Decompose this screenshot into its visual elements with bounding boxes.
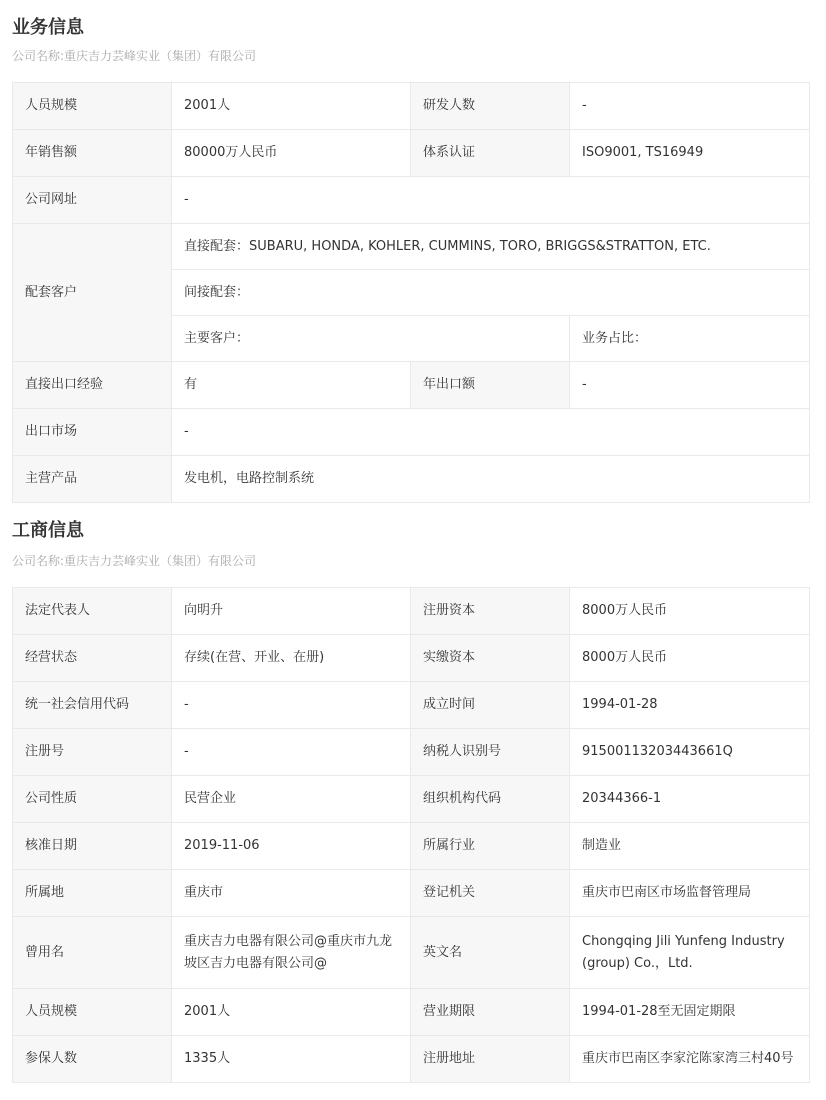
main-products-label: 主营产品: [13, 456, 172, 503]
field-value: 1335人: [172, 1036, 411, 1083]
field-label: 营业期限: [411, 989, 570, 1036]
table-row: [13, 224, 810, 270]
website-value: -: [172, 177, 810, 224]
field-label: 法定代表人: [13, 588, 172, 635]
cert-value: ISO9001, TS16949: [570, 130, 810, 177]
field-label: 公司性质: [13, 776, 172, 823]
export-market-value: -: [172, 409, 810, 456]
customers-label: 配套客户: [13, 224, 172, 362]
rd-value: -: [570, 83, 810, 130]
registry-company-name: 公司名称:重庆吉力芸峰实业（集团）有限公司: [12, 554, 257, 568]
field-value: 重庆吉力电器有限公司@重庆市九龙坡区吉力电器有限公司@: [172, 917, 411, 989]
export-market-label: 出口市场: [13, 409, 172, 456]
field-value: 8000万人民币: [570, 588, 810, 635]
sales-value: 80000万人民币: [172, 130, 411, 177]
table-row: [13, 682, 810, 729]
field-value: 存续(在营、开业、在册): [172, 635, 411, 682]
table-row: [13, 1036, 810, 1083]
field-label: 统一社会信用代码: [13, 682, 172, 729]
field-label: 实缴资本: [411, 635, 570, 682]
field-label: 成立时间: [411, 682, 570, 729]
field-value: 向明升: [172, 588, 411, 635]
cert-label: 体系认证: [411, 130, 570, 177]
table-row: [13, 917, 810, 989]
field-value: Chongqing Jili Yunfeng Industry(group) Co.，Ltd.: [570, 917, 810, 989]
table-row: [13, 729, 810, 776]
field-label: 所属行业: [411, 823, 570, 870]
business-info-table: [12, 82, 810, 503]
business-company-name: 公司名称:重庆吉力芸峰实业（集团）有限公司: [12, 49, 257, 63]
field-value: 20344366-1: [570, 776, 810, 823]
business-share-label: 业务占比 ：: [582, 331, 647, 346]
main-customers: [172, 316, 570, 362]
field-value: 民营企业: [172, 776, 411, 823]
staff-label: 人员规模: [13, 83, 172, 130]
field-label: 所属地: [13, 870, 172, 917]
rd-label: 研发人数: [411, 83, 570, 130]
field-label: 注册地址: [411, 1036, 570, 1083]
registry-info-table: [12, 587, 810, 1083]
field-value: 2019-11-06: [172, 823, 411, 870]
table-row: [13, 83, 810, 130]
table-row: [13, 362, 810, 409]
table-row: [13, 130, 810, 177]
export-amount-value: -: [570, 362, 810, 409]
business-share: [570, 316, 810, 362]
direct-value: SUBARU, HONDA, KOHLER, CUMMINS, TORO, BRIGGS&STRATTON, ETC.: [249, 238, 711, 254]
main-customers-label: 主要客户 ：: [184, 331, 249, 346]
field-value: 1994-01-28至无固定期限: [570, 989, 810, 1036]
sales-label: 年销售额: [13, 130, 172, 177]
field-value: -: [172, 682, 411, 729]
field-value: 重庆市巴南区李家沱陈家湾三村40号: [570, 1036, 810, 1083]
field-label: 组织机构代码: [411, 776, 570, 823]
export-exp-label: 直接出口经验: [13, 362, 172, 409]
export-exp-value: 有: [172, 362, 411, 409]
field-label: 纳税人识别号: [411, 729, 570, 776]
field-value: 8000万人民币: [570, 635, 810, 682]
field-value: 制造业: [570, 823, 810, 870]
table-row: [13, 823, 810, 870]
table-row: [13, 870, 810, 917]
registry-info-title: 工商信息: [12, 520, 84, 541]
field-label: 曾用名: [13, 917, 172, 989]
indirect-customers: [172, 270, 810, 316]
staff-value: 2001人: [172, 83, 411, 130]
field-label: 注册资本: [411, 588, 570, 635]
table-row: [13, 409, 810, 456]
field-value: 重庆市: [172, 870, 411, 917]
field-label: 登记机关: [411, 870, 570, 917]
field-value: -: [172, 729, 411, 776]
table-row: [13, 989, 810, 1036]
website-label: 公司网址: [13, 177, 172, 224]
direct-label: 直接配套 ：: [184, 239, 249, 254]
table-row: [13, 588, 810, 635]
table-row: [13, 635, 810, 682]
export-amount-label: 年出口额: [411, 362, 570, 409]
business-info-title: 业务信息: [12, 17, 84, 38]
field-value: 2001人: [172, 989, 411, 1036]
field-label: 注册号: [13, 729, 172, 776]
main-products-value: 发电机，电路控制系统: [172, 456, 810, 503]
field-label: 核准日期: [13, 823, 172, 870]
field-label: 经营状态: [13, 635, 172, 682]
direct-customers: [172, 224, 810, 270]
indirect-label: 间接配套 ：: [184, 285, 249, 300]
field-value: 1994-01-28: [570, 682, 810, 729]
field-value: 91500113203443661Q: [570, 729, 810, 776]
field-label: 参保人数: [13, 1036, 172, 1083]
table-row: [13, 177, 810, 224]
table-row: [13, 776, 810, 823]
table-row: [13, 456, 810, 503]
field-label: 人员规模: [13, 989, 172, 1036]
field-value: 重庆市巴南区市场监督管理局: [570, 870, 810, 917]
field-label: 英文名: [411, 917, 570, 989]
